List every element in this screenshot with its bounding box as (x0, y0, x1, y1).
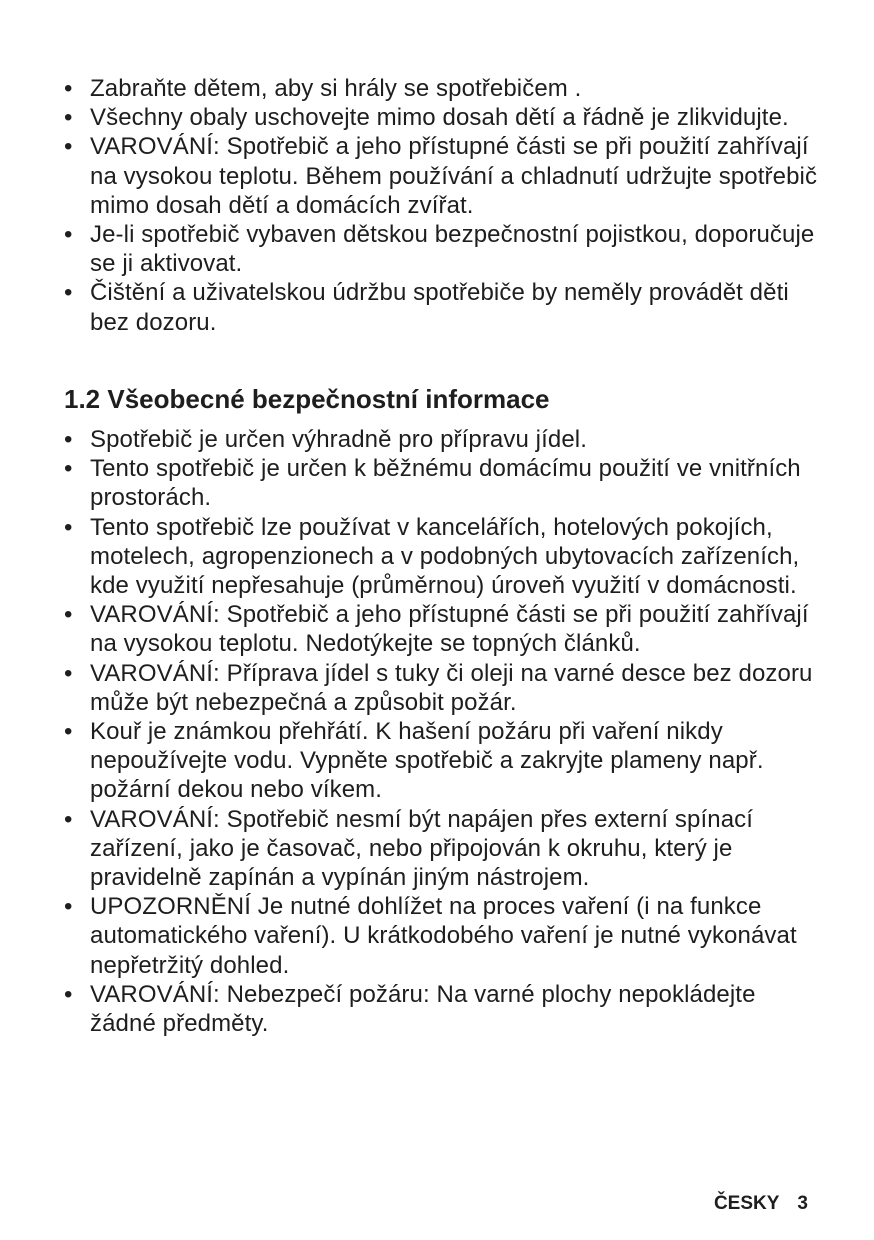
intro-bullet-list (64, 74, 824, 337)
list-item-text: Spotřebič je určen výhradně pro přípravu jídel. (90, 426, 587, 453)
list-item-text: VAROVÁNÍ: Příprava jídel s tuky či oleji na varné desce bez dozoru může být nebezpečná a způsobit požár. (90, 659, 813, 716)
bullet-icon: • (64, 893, 73, 921)
bullet-icon: • (64, 279, 73, 307)
list-item (64, 980, 824, 1038)
list-item (64, 513, 824, 601)
list-item (64, 425, 824, 454)
list-item (64, 103, 824, 132)
list-item-text: VAROVÁNÍ: Nebezpečí požáru: Na varné plochy nepokládejte žádné předměty. (90, 980, 756, 1038)
list-item (64, 74, 824, 103)
footer-language: ČESKY (713, 1193, 780, 1214)
list-item (64, 805, 824, 893)
bullet-icon: • (64, 133, 73, 161)
bullet-icon: • (64, 104, 73, 132)
list-item-text: VAROVÁNÍ: Spotřebič a jeho přístupné části se při použití zahřívají na vysokou teplotu. Během používání a chladnutí udržujte spotřebič mimo dosah dětí a domácích zvířat. (90, 133, 818, 219)
list-item-text: Kouř je známkou přehřátí. K hašení požáru při vaření nikdy nepoužívejte vodu. Vypněte spotřebič a zakryjte plameny např. požární dekou nebo víkem. (90, 718, 764, 804)
bullet-icon: • (64, 601, 73, 629)
bullet-icon: • (64, 75, 73, 102)
safety-bullet-list (64, 425, 824, 1038)
list-item (64, 454, 824, 512)
list-item (64, 659, 824, 717)
page-number: 3 (797, 1193, 808, 1214)
bullet-icon: • (64, 513, 73, 541)
list-item-text: VAROVÁNÍ: Spotřebič a jeho přístupné části se při použití zahřívají na vysokou teplotu. Nedotýkejte se topných článků. (90, 601, 809, 658)
list-item (64, 600, 824, 658)
list-item-text: Všechny obaly uschovejte mimo dosah dětí a řádně je zlikvidujte. (90, 104, 789, 132)
bullet-icon: • (64, 980, 73, 1008)
list-item (64, 220, 824, 278)
list-item-text: Zabraňte dětem, aby si hrály se spotřebičem . (90, 75, 582, 102)
list-item (64, 132, 824, 220)
list-item-text: Je-li spotřebič vybaven dětskou bezpečnostní pojistkou, doporučuje se ji aktivovat. (90, 221, 815, 278)
page-footer (714, 1191, 808, 1217)
list-item-text: Tento spotřebič je určen k běžnému domácímu použití ve vnitřních prostorách. (90, 455, 801, 512)
list-item-text: UPOZORNĚNÍ Je nutné dohlížet na proces vaření (i na funkce automatického vaření). U krátkodobého vaření je nutné vykonávat nepřetržitý dohled. (90, 893, 797, 979)
bullet-icon: • (64, 221, 73, 249)
section-heading: 1.2 Všeobecné bezpečnostní informace (64, 384, 550, 414)
list-item (64, 717, 824, 805)
list-item-text: Čištění a uživatelskou údržbu spotřebiče by neměly provádět děti bez dozoru. (90, 279, 789, 336)
bullet-icon: • (64, 455, 73, 483)
bullet-icon: • (64, 659, 73, 687)
bullet-icon: • (64, 718, 73, 746)
list-item (64, 892, 824, 980)
list-item (64, 278, 824, 336)
bullet-icon: • (64, 805, 73, 833)
list-item-text: VAROVÁNÍ: Spotřebič nesmí být napájen přes externí spínací zařízení, jako je časovač, nebo připojován k okruhu, který je pravidelně zapínán a vypínán jiným nástrojem. (90, 805, 754, 892)
list-item-text: Tento spotřebič lze používat v kancelářích, hotelových pokojích, motelech, agropenzionech a v podobných ubytovacích zařízeních, kde využití nepřesahuje (průměrnou) úroveň využití v domácnosti. (90, 513, 800, 600)
bullet-icon: • (64, 426, 73, 453)
